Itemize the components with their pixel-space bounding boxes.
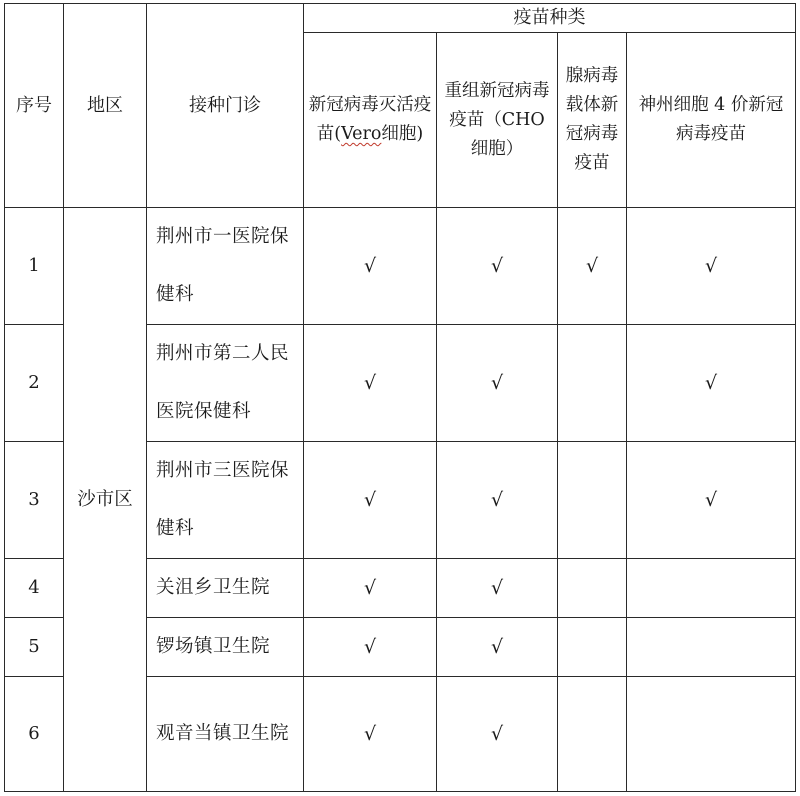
check-v4: √ (627, 442, 796, 559)
row-seq: 3 (5, 442, 64, 559)
vaccine-name-part: 新冠病毒灭活疫苗( (308, 95, 432, 144)
check-v1: √ (304, 208, 437, 325)
check-v4 (627, 677, 796, 792)
row-seq: 5 (5, 618, 64, 677)
header-vaccine-types: 疫苗种类 (304, 4, 796, 33)
check-v4: √ (627, 325, 796, 442)
header-vaccine-shenzhou-4valent: 神州细胞 4 价新冠病毒疫苗 (627, 33, 796, 208)
region-cell: 沙市区 (64, 208, 147, 792)
check-v3 (558, 559, 627, 618)
row-seq: 2 (5, 325, 64, 442)
clinic-name: 观音当镇卫生院 (147, 677, 304, 792)
check-v3: √ (558, 208, 627, 325)
check-v2: √ (437, 442, 558, 559)
vaccine-name-vero: Vero (341, 124, 382, 144)
header-vaccine-inactivated-vero (304, 33, 437, 208)
header-seq: 序号 (5, 4, 64, 208)
header-region: 地区 (64, 4, 147, 208)
clinic-name: 锣场镇卫生院 (147, 618, 304, 677)
clinic-name: 荆州市三医院保健科 (147, 442, 304, 559)
check-v4: √ (627, 208, 796, 325)
check-v1: √ (304, 442, 437, 559)
check-v4 (627, 559, 796, 618)
check-v2: √ (437, 618, 558, 677)
check-v1: √ (304, 325, 437, 442)
row-seq: 1 (5, 208, 64, 325)
check-v4 (627, 618, 796, 677)
check-v1: √ (304, 559, 437, 618)
header-vaccine-recombinant-cho: 重组新冠病毒疫苗（CHO 细胞） (437, 33, 558, 208)
check-v2: √ (437, 677, 558, 792)
check-v2: √ (437, 208, 558, 325)
clinic-name: 关沮乡卫生院 (147, 559, 304, 618)
row-seq: 6 (5, 677, 64, 792)
check-v2: √ (437, 559, 558, 618)
table-row (5, 208, 796, 325)
check-v1: √ (304, 677, 437, 792)
check-v3 (558, 677, 627, 792)
check-v3 (558, 442, 627, 559)
clinic-name: 荆州市一医院保健科 (147, 208, 304, 325)
row-seq: 4 (5, 559, 64, 618)
header-vaccine-adenovirus: 腺病毒载体新冠病毒疫苗 (558, 33, 627, 208)
check-v3 (558, 325, 627, 442)
vaccine-name-part: 细胞) (381, 124, 424, 144)
vaccine-clinic-table (4, 3, 796, 792)
clinic-name: 荆州市第二人民医院保健科 (147, 325, 304, 442)
check-v1: √ (304, 618, 437, 677)
header-clinic: 接种门诊 (147, 4, 304, 208)
check-v2: √ (437, 325, 558, 442)
check-v3 (558, 618, 627, 677)
